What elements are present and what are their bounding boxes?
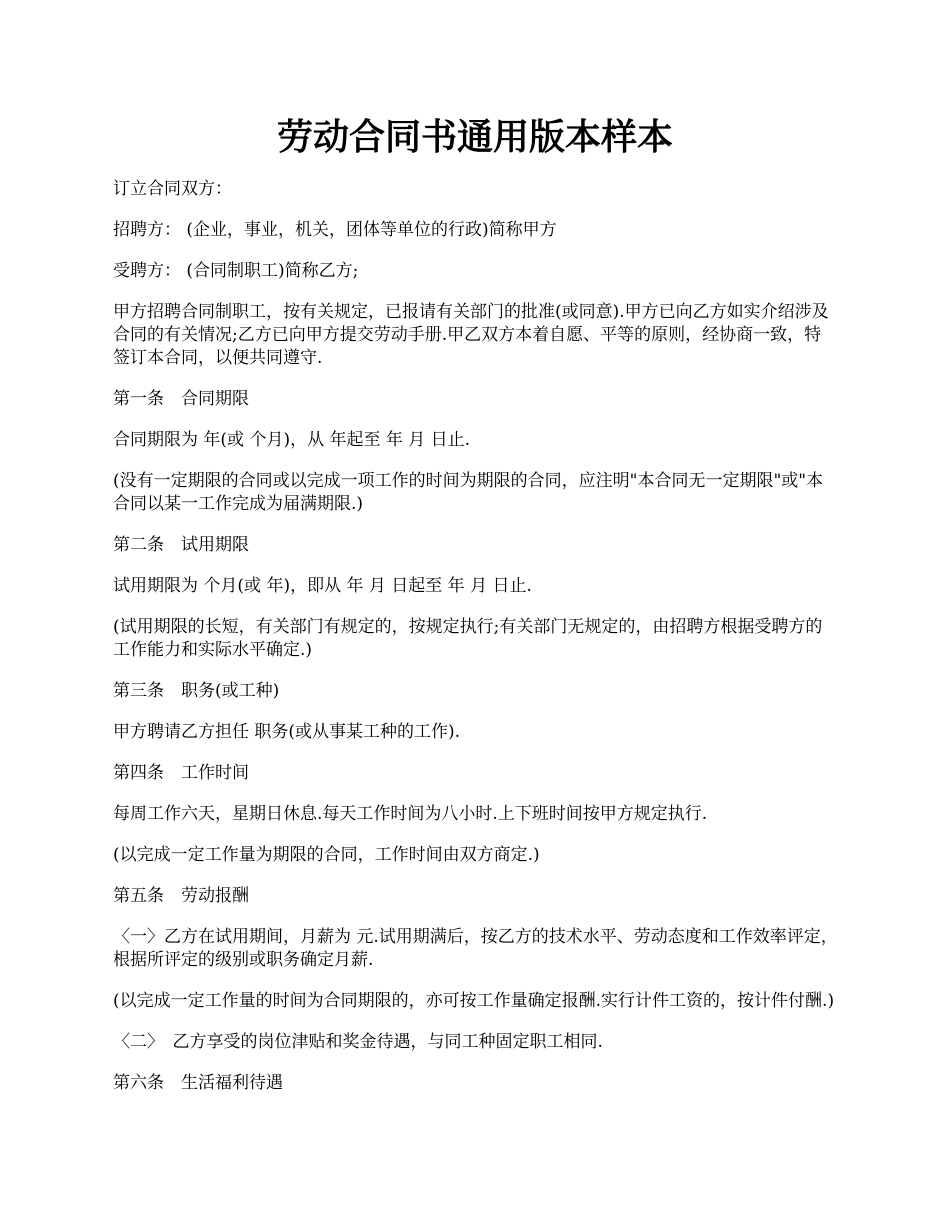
article-2-note: (试用期限的长短，有关部门有规定的，按规定执行;有关部门无规定的，由招聘方根据受聘方的工作能力和实际水平确定.) (113, 617, 823, 660)
article-3-heading: 第三条 职务(或工种) (113, 681, 280, 701)
document-title: 劳动合同书通用版本样本 (276, 116, 673, 158)
article-4-note: (以完成一定工作量为期限的合同，工作时间由双方商定.) (113, 845, 540, 865)
article-1-text: 合同期限为 年(或 个月)，从 年起至 年 月 日止. (113, 430, 471, 450)
article-3-text: 甲方聘请乙方担任 职务(或从事某工种的工作). (113, 722, 461, 742)
article-1-note: (没有一定期限的合同或以完成一项工作的时间为期限的合同，应注明"本合同无一定期限"或"本合同以某一工作完成为届满期限.) (113, 471, 824, 514)
document-body (113, 178, 838, 1113)
article-1-heading: 第一条 合同期限 (113, 389, 249, 409)
article-5-note: (以完成一定工作量的时间为合同期限的，亦可按工作量确定报酬.实行计件工资的，按计件付酬.) (113, 991, 835, 1011)
article-4-text: 每周工作六天，星期日休息.每天工作时间为八小时.上下班时间按甲方规定执行. (113, 804, 708, 824)
employee-party: 受聘方： (合同制职工)简称乙方; (113, 261, 359, 281)
article-5-clause-2: 〈二〉 乙方享受的岗位津贴和奖金待遇，与同工种固定职工相同. (113, 1032, 603, 1052)
article-2-text: 试用期限为 个月(或 年)，即从 年 月 日起至 年 月 日止. (113, 576, 532, 596)
article-5-clause-1: 〈一〉乙方在试用期间，月薪为 元.试用期满后，按乙方的技术水平、劳动态度和工作效率评定，根据所评定的级别或职务确定月薪. (113, 927, 838, 970)
article-4-heading: 第四条 工作时间 (113, 763, 249, 783)
parties-intro: 订立合同双方： (113, 179, 232, 199)
article-6-heading: 第六条 生活福利待遇 (113, 1073, 283, 1093)
article-5-heading: 第五条 劳动报酬 (113, 886, 249, 906)
preamble-paragraph: 甲方招聘合同制职工，按有关规定，已报请有关部门的批准(或同意).甲方已向乙方如实介绍涉及合同的有关情况;乙方已向甲方提交劳动手册.甲乙双方本着自愿、平等的原则，经协商一致，特签订本合同，以便共同遵守. (113, 302, 829, 368)
article-2-heading: 第二条 试用期限 (113, 535, 249, 555)
employer-party: 招聘方： (企业，事业，机关，团体等单位的行政)简称甲方 (113, 220, 557, 240)
